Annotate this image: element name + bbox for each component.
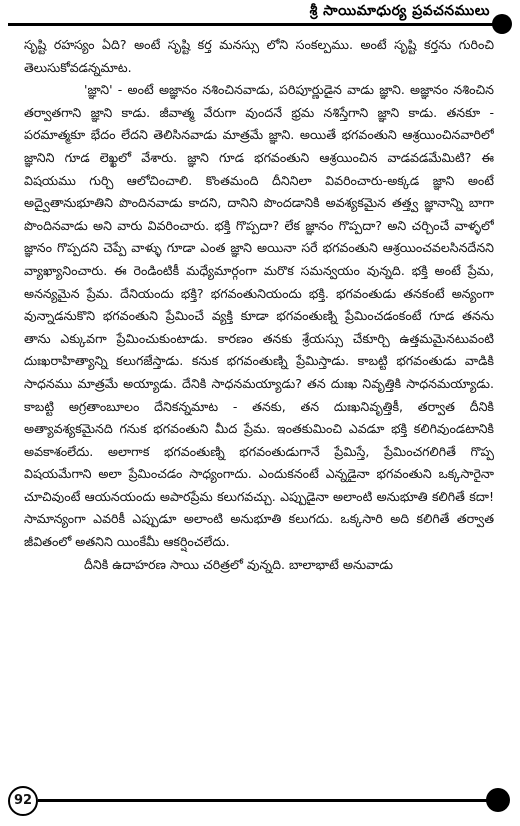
page-footer xyxy=(0,784,520,826)
page-body xyxy=(24,34,494,784)
header-rule xyxy=(8,23,498,26)
page-number: 92 xyxy=(8,786,38,816)
book-title: శ్రీ సాయిమాధుర్య ప్రవచనములు xyxy=(309,3,490,19)
paragraph-2: 'జ్ఞాని' - అంటే అజ్ఞానం నశించినవాడు, పరిపూర్ణుడైన వాడు జ్ఞాని. అజ్ఞానం నశించిన తర్వాతగాని జ్ఞాని కాడు. జీవాత్మ వేరుగా వుందనే భ్రమ నశిస్తేగాని జ్ఞాని కాడు. తనకూ - పరమాత్మకూ భేదం లేదని తెలిసినవాడు మాత్రమే జ్ఞాని. అయితే భగవంతుని ఆశ్రయించినవారిలో జ్ఞానిని గూడ లెఖ్ఖలో వేశారు. జ్ఞాని గూడ భగవంతుని ఆశ్రయించిన వాడవడమేమిటి? ఈ విషయము గుర్చి ఆలోచించాలి. కొంతమంది దీనినిలా వివరించారు-అక్కడ జ్ఞాని అంటే అద్వైతానుభూతిని పొందినవాడు కాదని, దానిని పొందడానికి అవశ్యకమైన తత్త్వ జ్ఞానాన్ని బాగా పొందినవాడు అని వారు వివరించారు. భక్తి గొప్పదా? లేక జ్ఞానం గొప్పదా? అని చర్చించే వాళ్ళలో జ్ఞానం గొప్పదని చెప్పే వాళ్ళు గూడా ఎంత జ్ఞాని అయినా సరే భగవంతుని ఆశ్రయించవలసినదేనని వ్యాఖ్యానించారు. ఈ రెండింటికీ మధ్యేమార్గంగా మరొక సమన్వయం వున్నది. భక్తి అంటే ప్రేమ, అనన్యమైన ప్రేమ. దేనియందు భక్తి? భగవంతునియందు భక్తి. భగవంతుడు తనకంటే అన్యంగా వున్నాడనుకొని భగవంతుని ప్రేమించే వ్యక్తి కూడా భగవంతుణ్ని ప్రేమించడంకంటే గూడ తనను తాను ఎక్కువగా ప్రేమించుకుంటాడు. కారణం తనకు శ్రేయస్సు చేకూర్చి ఉత్తమమైనటువంటి దుఃఖరాహిత్యాన్ని కలుగజేస్తాడు. కనుక భగవంతుణ్ని ప్రేమిస్తాడు. కాబట్టి భగవంతుడు వాడికి సాధనము మాత్రమే అయ్యాడు. దేనికి సాధనమయ్యాడు? తన దుఃఖ నివృత్తికి సాధనమయ్యాడు. కాబట్టి అగ్రతాంబూలం దేనికన్నమాట - తనకు, తన దుఃఖనివృత్తికీ, తర్వాత దీనికి అత్యావశ్యకమైనది గనుక భగవంతుని మీద ప్రేమ. ఇంతకుమించి ఎవడూ భక్తి కలిగివుండటానికి అవకాశంలేదు. అలాగాక భగవంతుణ్ని భగవంతుడుగానే ప్రేమిస్తే, ప్రేమించగలిగితే గొప్ప విషయమేగాని అలా ప్రేమించడం సాధ్యంగాదు. ఎందుకనంటే ఎన్నడైనా భగవంతుని ఒక్కసారైనా చూచివుంటే ఆయనయందు అపారప్రేమ కలుగవచ్చు. ఎప్పుడైనా అలాంటి అనుభూతి కలిగితే కదా! సామాన్యంగా ఎవరికీ ఎప్పుడూ అలాంటి అనుభూతి కలుగదు. ఒక్కసారి అది కలిగితే తర్వాత జీవితంలో అతనిని యింకేమీ ఆకర్షించలేదు. xyxy=(24,82,494,550)
footer-ornament-dot xyxy=(486,788,510,812)
footer-rule xyxy=(38,799,494,802)
paragraph-1: సృష్టి రహస్యం ఏది? అంటే సృష్టి కర్త మనస్సు లోని సంకల్పము. అంటే సృష్టి కర్తను గురించి తెలుసుకోవడన్నమాట. xyxy=(24,37,494,75)
paragraph-3: దీనికి ఉదాహరణ సాయి చరిత్రలో వున్నది. బాలాభాటే అనువాడు xyxy=(84,556,394,572)
page-header xyxy=(0,0,520,30)
header-ornament-dot xyxy=(492,14,512,34)
